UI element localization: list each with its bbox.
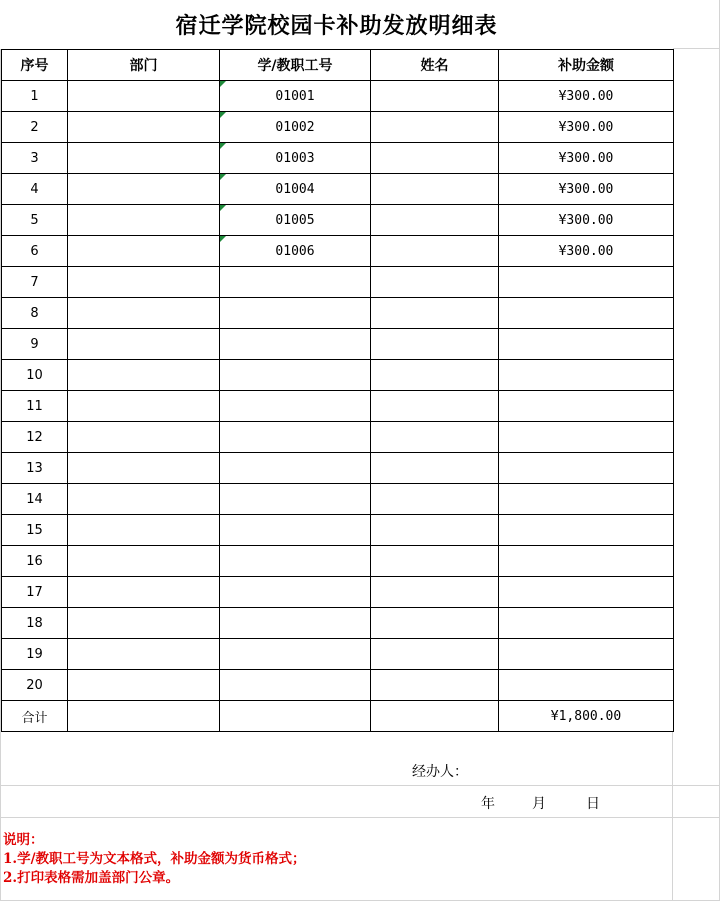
table-row bbox=[2, 546, 674, 577]
row-amount-cell[interactable]: ¥300.00 bbox=[499, 143, 674, 174]
row-name-cell[interactable] bbox=[371, 298, 499, 329]
table-row bbox=[2, 608, 674, 639]
row-id-cell[interactable] bbox=[220, 81, 371, 112]
row-index-cell[interactable]: 4 bbox=[2, 174, 68, 205]
row-index-cell[interactable]: 16 bbox=[2, 546, 68, 577]
table-row bbox=[2, 670, 674, 701]
handler-label: 经办人： bbox=[412, 764, 468, 780]
row-id-cell[interactable] bbox=[220, 608, 371, 639]
row-id-cell[interactable] bbox=[220, 639, 371, 670]
row-amount-cell[interactable] bbox=[499, 329, 674, 360]
total-row bbox=[2, 701, 674, 732]
row-id-cell[interactable] bbox=[220, 453, 371, 484]
row-department-cell[interactable] bbox=[68, 81, 220, 112]
row-index-cell[interactable]: 11 bbox=[2, 391, 68, 422]
row-amount-cell[interactable] bbox=[499, 391, 674, 422]
row-index-cell[interactable]: 9 bbox=[2, 329, 68, 360]
row-index-cell[interactable]: 7 bbox=[2, 267, 68, 298]
row-name-cell[interactable] bbox=[371, 484, 499, 515]
row-id-value: 01006 bbox=[275, 243, 315, 259]
row-id-cell[interactable] bbox=[220, 360, 371, 391]
date-day-label: 日 bbox=[586, 796, 600, 812]
table-row bbox=[2, 515, 674, 546]
row-amount-cell[interactable] bbox=[499, 577, 674, 608]
row-index-cell[interactable]: 2 bbox=[2, 112, 68, 143]
table-row bbox=[2, 484, 674, 515]
row-name-cell[interactable] bbox=[371, 639, 499, 670]
text-format-indicator-icon bbox=[220, 143, 226, 149]
row-id-cell[interactable] bbox=[220, 329, 371, 360]
row-id-cell[interactable] bbox=[220, 577, 371, 608]
row-index-cell[interactable]: 1 bbox=[2, 81, 68, 112]
row-index-cell[interactable]: 19 bbox=[2, 639, 68, 670]
total-id-cell[interactable] bbox=[220, 701, 371, 732]
row-department-cell[interactable] bbox=[68, 608, 220, 639]
row-department-cell[interactable] bbox=[68, 329, 220, 360]
row-department-cell[interactable] bbox=[68, 143, 220, 174]
table-row bbox=[2, 267, 674, 298]
row-id-cell[interactable] bbox=[220, 298, 371, 329]
row-department-cell[interactable] bbox=[68, 577, 220, 608]
row-name-cell[interactable] bbox=[371, 267, 499, 298]
table-row bbox=[2, 391, 674, 422]
row-id-cell[interactable] bbox=[220, 546, 371, 577]
row-amount-cell[interactable] bbox=[499, 453, 674, 484]
table-row bbox=[2, 329, 674, 360]
row-name-cell[interactable] bbox=[371, 577, 499, 608]
row-name-cell[interactable] bbox=[371, 453, 499, 484]
notes-heading: 说明： bbox=[3, 832, 44, 848]
row-amount-cell[interactable] bbox=[499, 670, 674, 701]
row-department-cell[interactable] bbox=[68, 174, 220, 205]
row-name-cell[interactable] bbox=[371, 174, 499, 205]
header-id[interactable]: 学/教职工号 bbox=[220, 50, 371, 81]
row-department-cell[interactable] bbox=[68, 112, 220, 143]
row-index-cell[interactable]: 5 bbox=[2, 205, 68, 236]
row-index-cell[interactable]: 20 bbox=[2, 670, 68, 701]
row-id-cell[interactable] bbox=[220, 143, 371, 174]
row-name-cell[interactable] bbox=[371, 81, 499, 112]
table-body bbox=[2, 81, 674, 701]
row-amount-cell[interactable] bbox=[499, 608, 674, 639]
table-row bbox=[2, 174, 674, 205]
header-department[interactable]: 部门 bbox=[68, 50, 220, 81]
table-row bbox=[2, 81, 674, 112]
row-id-cell[interactable] bbox=[220, 236, 371, 267]
header-index[interactable]: 序号 bbox=[2, 50, 68, 81]
row-amount-cell[interactable] bbox=[499, 360, 674, 391]
text-format-indicator-icon bbox=[220, 112, 226, 118]
row-amount-cell[interactable]: ¥300.00 bbox=[499, 174, 674, 205]
row-name-cell[interactable] bbox=[371, 143, 499, 174]
row-index-cell[interactable]: 6 bbox=[2, 236, 68, 267]
row-id-cell[interactable] bbox=[220, 422, 371, 453]
row-name-cell[interactable] bbox=[371, 236, 499, 267]
row-name-cell[interactable] bbox=[371, 360, 499, 391]
row-department-cell[interactable] bbox=[68, 298, 220, 329]
notes-block bbox=[3, 831, 306, 888]
row-index-cell[interactable]: 15 bbox=[2, 515, 68, 546]
row-amount-cell[interactable] bbox=[499, 422, 674, 453]
row-amount-cell[interactable]: ¥300.00 bbox=[499, 112, 674, 143]
row-id-cell[interactable] bbox=[220, 267, 371, 298]
table-row bbox=[2, 205, 674, 236]
row-department-cell[interactable] bbox=[68, 422, 220, 453]
row-amount-cell[interactable]: ¥300.00 bbox=[499, 205, 674, 236]
table-row bbox=[2, 236, 674, 267]
row-index-cell[interactable]: 14 bbox=[2, 484, 68, 515]
total-amount[interactable]: ¥1,800.00 bbox=[499, 701, 674, 732]
row-department-cell[interactable] bbox=[68, 639, 220, 670]
notes-line-1: 1.学/教职工号为文本格式，补助金额为货币格式； bbox=[3, 851, 306, 867]
row-id-value: 01004 bbox=[275, 181, 315, 197]
row-amount-cell[interactable] bbox=[499, 546, 674, 577]
row-id-value: 01003 bbox=[275, 150, 315, 166]
table-row bbox=[2, 422, 674, 453]
row-amount-cell[interactable]: ¥300.00 bbox=[499, 81, 674, 112]
row-department-cell[interactable] bbox=[68, 515, 220, 546]
row-index-cell[interactable]: 12 bbox=[2, 422, 68, 453]
text-format-indicator-icon bbox=[220, 236, 226, 242]
row-department-cell[interactable] bbox=[68, 360, 220, 391]
row-amount-cell[interactable] bbox=[499, 484, 674, 515]
table-row bbox=[2, 298, 674, 329]
row-id-cell[interactable] bbox=[220, 484, 371, 515]
date-year-label: 年 bbox=[481, 796, 495, 812]
row-department-cell[interactable] bbox=[68, 546, 220, 577]
row-id-cell[interactable] bbox=[220, 670, 371, 701]
sheet-title: 宿迁学院校园卡补助发放明细表 bbox=[0, 0, 673, 49]
subsidy-table bbox=[1, 49, 674, 732]
row-department-cell[interactable] bbox=[68, 484, 220, 515]
row-department-cell[interactable] bbox=[68, 670, 220, 701]
row-name-cell[interactable] bbox=[371, 515, 499, 546]
row-index-cell[interactable]: 18 bbox=[2, 608, 68, 639]
row-amount-cell[interactable] bbox=[499, 639, 674, 670]
table-row bbox=[2, 112, 674, 143]
total-department-cell[interactable] bbox=[68, 701, 220, 732]
text-format-indicator-icon bbox=[220, 205, 226, 211]
row-id-value: 01005 bbox=[275, 212, 315, 228]
row-amount-cell[interactable] bbox=[499, 298, 674, 329]
row-id-cell[interactable] bbox=[220, 391, 371, 422]
row-name-cell[interactable] bbox=[371, 422, 499, 453]
row-amount-cell[interactable]: ¥300.00 bbox=[499, 236, 674, 267]
row-index-cell[interactable]: 17 bbox=[2, 577, 68, 608]
row-name-cell[interactable] bbox=[371, 391, 499, 422]
row-index-cell[interactable]: 8 bbox=[2, 298, 68, 329]
row-id-cell[interactable] bbox=[220, 174, 371, 205]
header-name[interactable]: 姓名 bbox=[371, 50, 499, 81]
table-row bbox=[2, 143, 674, 174]
header-amount[interactable]: 补助金额 bbox=[499, 50, 674, 81]
row-id-value: 01001 bbox=[275, 88, 315, 104]
date-month-label: 月 bbox=[532, 796, 546, 812]
row-amount-cell[interactable] bbox=[499, 267, 674, 298]
row-department-cell[interactable] bbox=[68, 236, 220, 267]
row-name-cell[interactable] bbox=[371, 112, 499, 143]
text-format-indicator-icon bbox=[220, 174, 226, 180]
total-label[interactable]: 合计 bbox=[2, 701, 68, 732]
row-index-cell[interactable]: 10 bbox=[2, 360, 68, 391]
total-name-cell[interactable] bbox=[371, 701, 499, 732]
table-row bbox=[2, 360, 674, 391]
notes-line-2: 2.打印表格需加盖部门公章。 bbox=[3, 870, 180, 886]
row-department-cell[interactable] bbox=[68, 267, 220, 298]
row-id-cell[interactable] bbox=[220, 112, 371, 143]
table-row bbox=[2, 453, 674, 484]
row-id-cell[interactable] bbox=[220, 515, 371, 546]
row-department-cell[interactable] bbox=[68, 391, 220, 422]
row-id-cell[interactable] bbox=[220, 205, 371, 236]
row-index-cell[interactable]: 13 bbox=[2, 453, 68, 484]
row-name-cell[interactable] bbox=[371, 205, 499, 236]
row-amount-cell[interactable] bbox=[499, 515, 674, 546]
row-name-cell[interactable] bbox=[371, 546, 499, 577]
row-name-cell[interactable] bbox=[371, 670, 499, 701]
header-row bbox=[2, 50, 674, 81]
row-index-cell[interactable]: 3 bbox=[2, 143, 68, 174]
row-id-value: 01002 bbox=[275, 119, 315, 135]
row-name-cell[interactable] bbox=[371, 329, 499, 360]
row-department-cell[interactable] bbox=[68, 453, 220, 484]
row-name-cell[interactable] bbox=[371, 608, 499, 639]
table-row bbox=[2, 639, 674, 670]
table-row bbox=[2, 577, 674, 608]
row-department-cell[interactable] bbox=[68, 205, 220, 236]
text-format-indicator-icon bbox=[220, 81, 226, 87]
